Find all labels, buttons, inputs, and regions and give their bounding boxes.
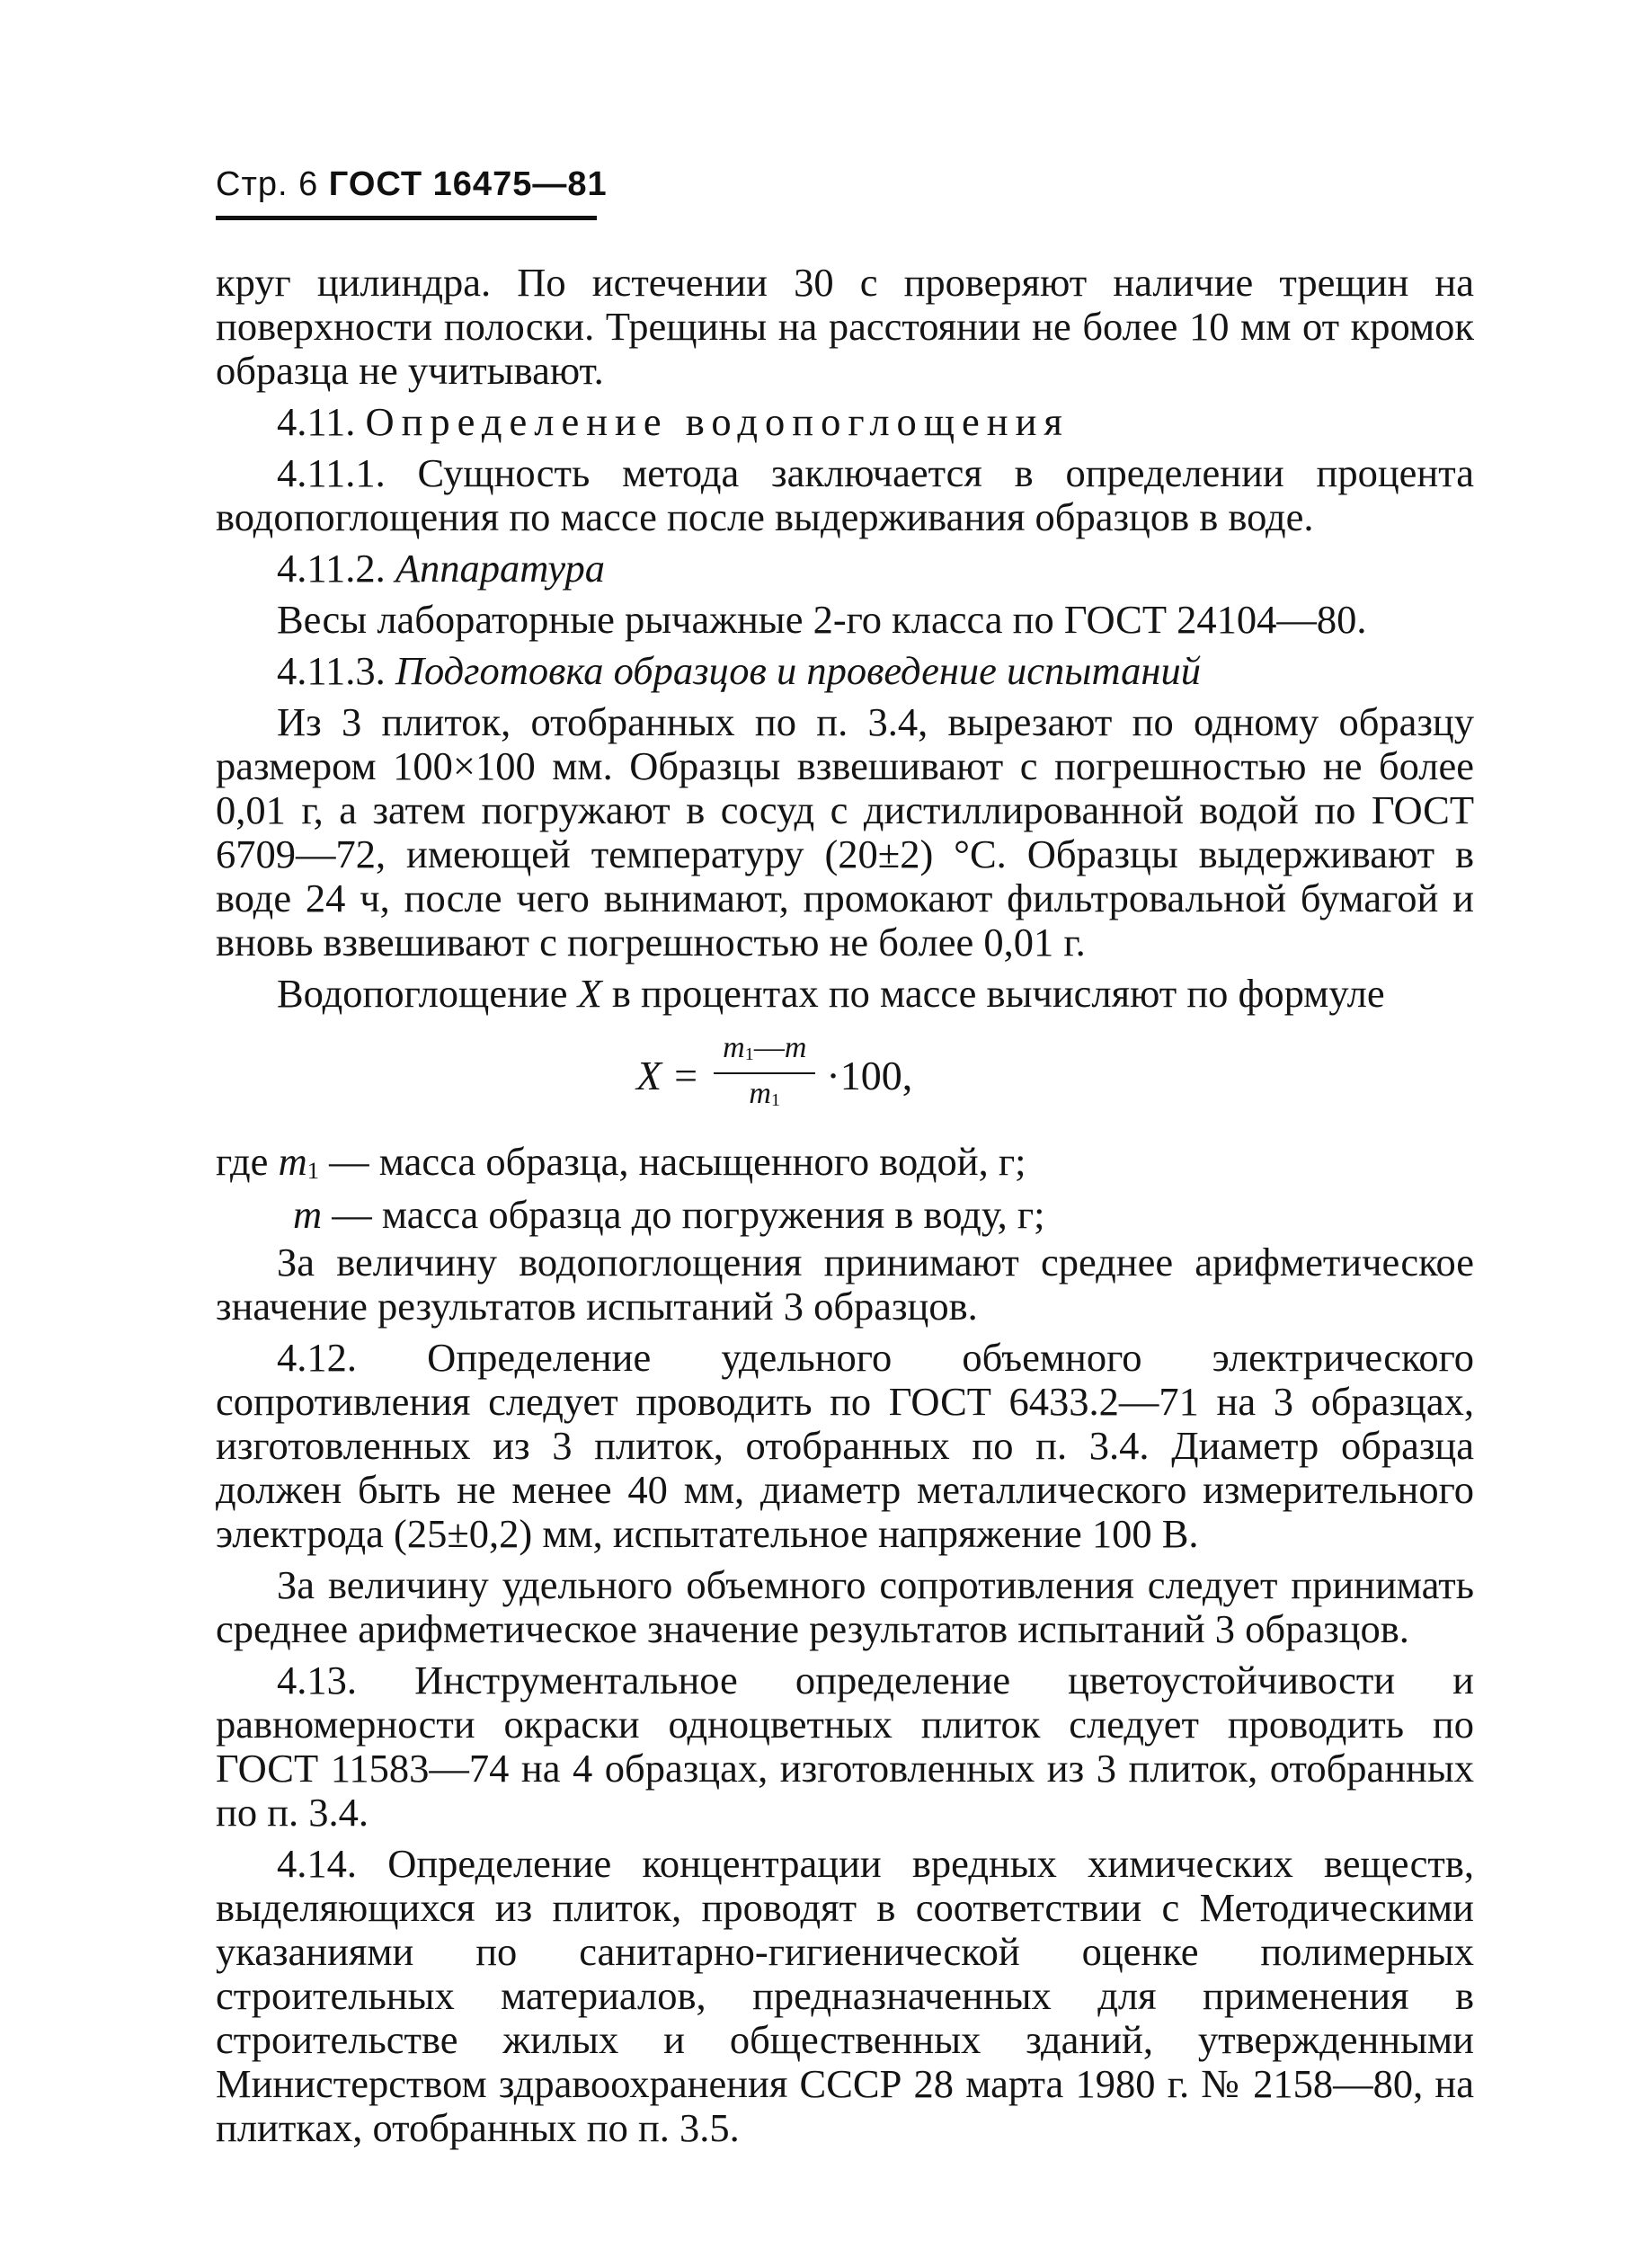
paragraph-continuation: круг цилиндра. По истечении 30 с проверяют наличие трещин на поверхности полоски. Трещины на расстоянии не более 10 мм от кромок образца не учитывают. [216, 260, 1474, 393]
numerator-minus: — [753, 1030, 785, 1064]
legend-var: m [278, 1139, 307, 1184]
formula-fraction [714, 1030, 815, 1120]
section-4-12: 4.12. Определение удельного объемного электрического сопротивления следует проводить по ГОСТ 6433.2—71 на 3 образцах, изготовленных из 3 плиток, отобранных по п. 3.4. Диаметр образца должен быть не менее 40 мм, диаметр металлического измерительного электрода (25±0,2) мм, испытательное напряжение 100 В. [216, 1335, 1474, 1556]
formula-intro-text: Водопоглощение [277, 971, 578, 1016]
resistance-average-paragraph: За величину удельного объемного сопротивления следует принимать среднее арифметическое значение результатов испытаний 3 образцов. [216, 1562, 1474, 1651]
average-paragraph: За величину водопоглощения принимают среднее арифметическое значение результатов испытаний 3 образцов. [216, 1240, 1474, 1329]
formula-intro-text: в процентах по массе вычисляют по формуле [601, 971, 1385, 1016]
preparation-paragraph: Из 3 плиток, отобранных по п. 3.4, вырезают по одному образцу размером 100×100 мм. Образцы взвешивают с погрешностью не более 0,01 г, а затем погружают в сосуд с дистиллированной водой по ГОСТ 6709—72, имеющей температуру (20±2) °С. Образцы выдерживают в воде 24 ч, после чего вынимают, промокают фильтровальной бумагой и вновь взвешивают с погрешностью не более 0,01 г. [216, 699, 1474, 965]
legend-desc: — масса образца до погружения в воду, г; [322, 1192, 1045, 1237]
denominator-sub: 1 [770, 1090, 781, 1111]
numerator-sub: 1 [744, 1045, 754, 1064]
standard-number: ГОСТ 16475—81 [328, 165, 608, 203]
where-line-m [216, 1193, 1474, 1237]
denominator-var: m [749, 1077, 771, 1110]
legend-var: m [293, 1192, 323, 1237]
water-absorption-formula [636, 1023, 912, 1127]
formula-intro [216, 972, 1474, 1016]
section-number: 4.11. [277, 399, 356, 444]
formula-equals: = [674, 1052, 698, 1098]
where-line-m1 [216, 1140, 1474, 1193]
page-number-label: Стр. 6 [216, 165, 319, 203]
section-number: 4.11.3. [277, 648, 386, 693]
formula-tail: ·100, [826, 1052, 913, 1098]
section-number: 4.11.2. [277, 546, 386, 591]
numerator-var: m [723, 1030, 745, 1064]
section-4-11-2-heading [216, 547, 1474, 591]
where-word: где [216, 1139, 269, 1184]
section-4-11-3-heading [216, 649, 1474, 693]
page-header [216, 165, 608, 204]
formula-lhs: X [636, 1052, 662, 1098]
where-legend [216, 1140, 1474, 1237]
section-4-11-heading [216, 400, 1474, 444]
formula-variable: X [577, 971, 602, 1016]
section-title: Аппаратура [395, 546, 605, 591]
document-body [216, 261, 1474, 2157]
section-4-13: 4.13. Инструментальное определение цветоустойчивости и равномерности окраски одноцветных плиток следует проводить по ГОСТ 11583—74 на 4 образцах, изготовленных из 3 плиток, отобранных по п. 3.4. [216, 1658, 1474, 1835]
section-4-11-1: 4.11.1. Сущность метода заключается в определении процента водопоглощения по массе после выдерживания образцов в воде. [216, 450, 1474, 539]
section-4-14: 4.14. Определение концентрации вредных химических веществ, выделяющихся из плиток, проводят в соответствии с Методическими указаниями по санитарно-гигиенической оценке полимерных строительных материалов, предназначенных для применения в строительстве жилых и общественных зданий, утвержденными Министерством здравоохранения СССР 28 марта 1980 г. № 2158—80, на плитках, отобранных по п. 3.5. [216, 1841, 1474, 2150]
section-title: Подготовка образцов и проведение испытаний [395, 648, 1201, 693]
formula-block [216, 1023, 1474, 1127]
formula-numerator [714, 1030, 815, 1072]
legend-sub: 1 [306, 1157, 320, 1184]
section-title: Определение водопоглощения [365, 399, 1070, 444]
legend-desc: — масса образца, насыщенного водой, г; [319, 1139, 1026, 1184]
apparatus-text: Весы лабораторные рычажные 2-го класса по ГОСТ 24104—80. [277, 597, 1367, 642]
header-rule [216, 216, 597, 220]
numerator-var2: m [784, 1030, 807, 1064]
formula-denominator [749, 1074, 780, 1120]
